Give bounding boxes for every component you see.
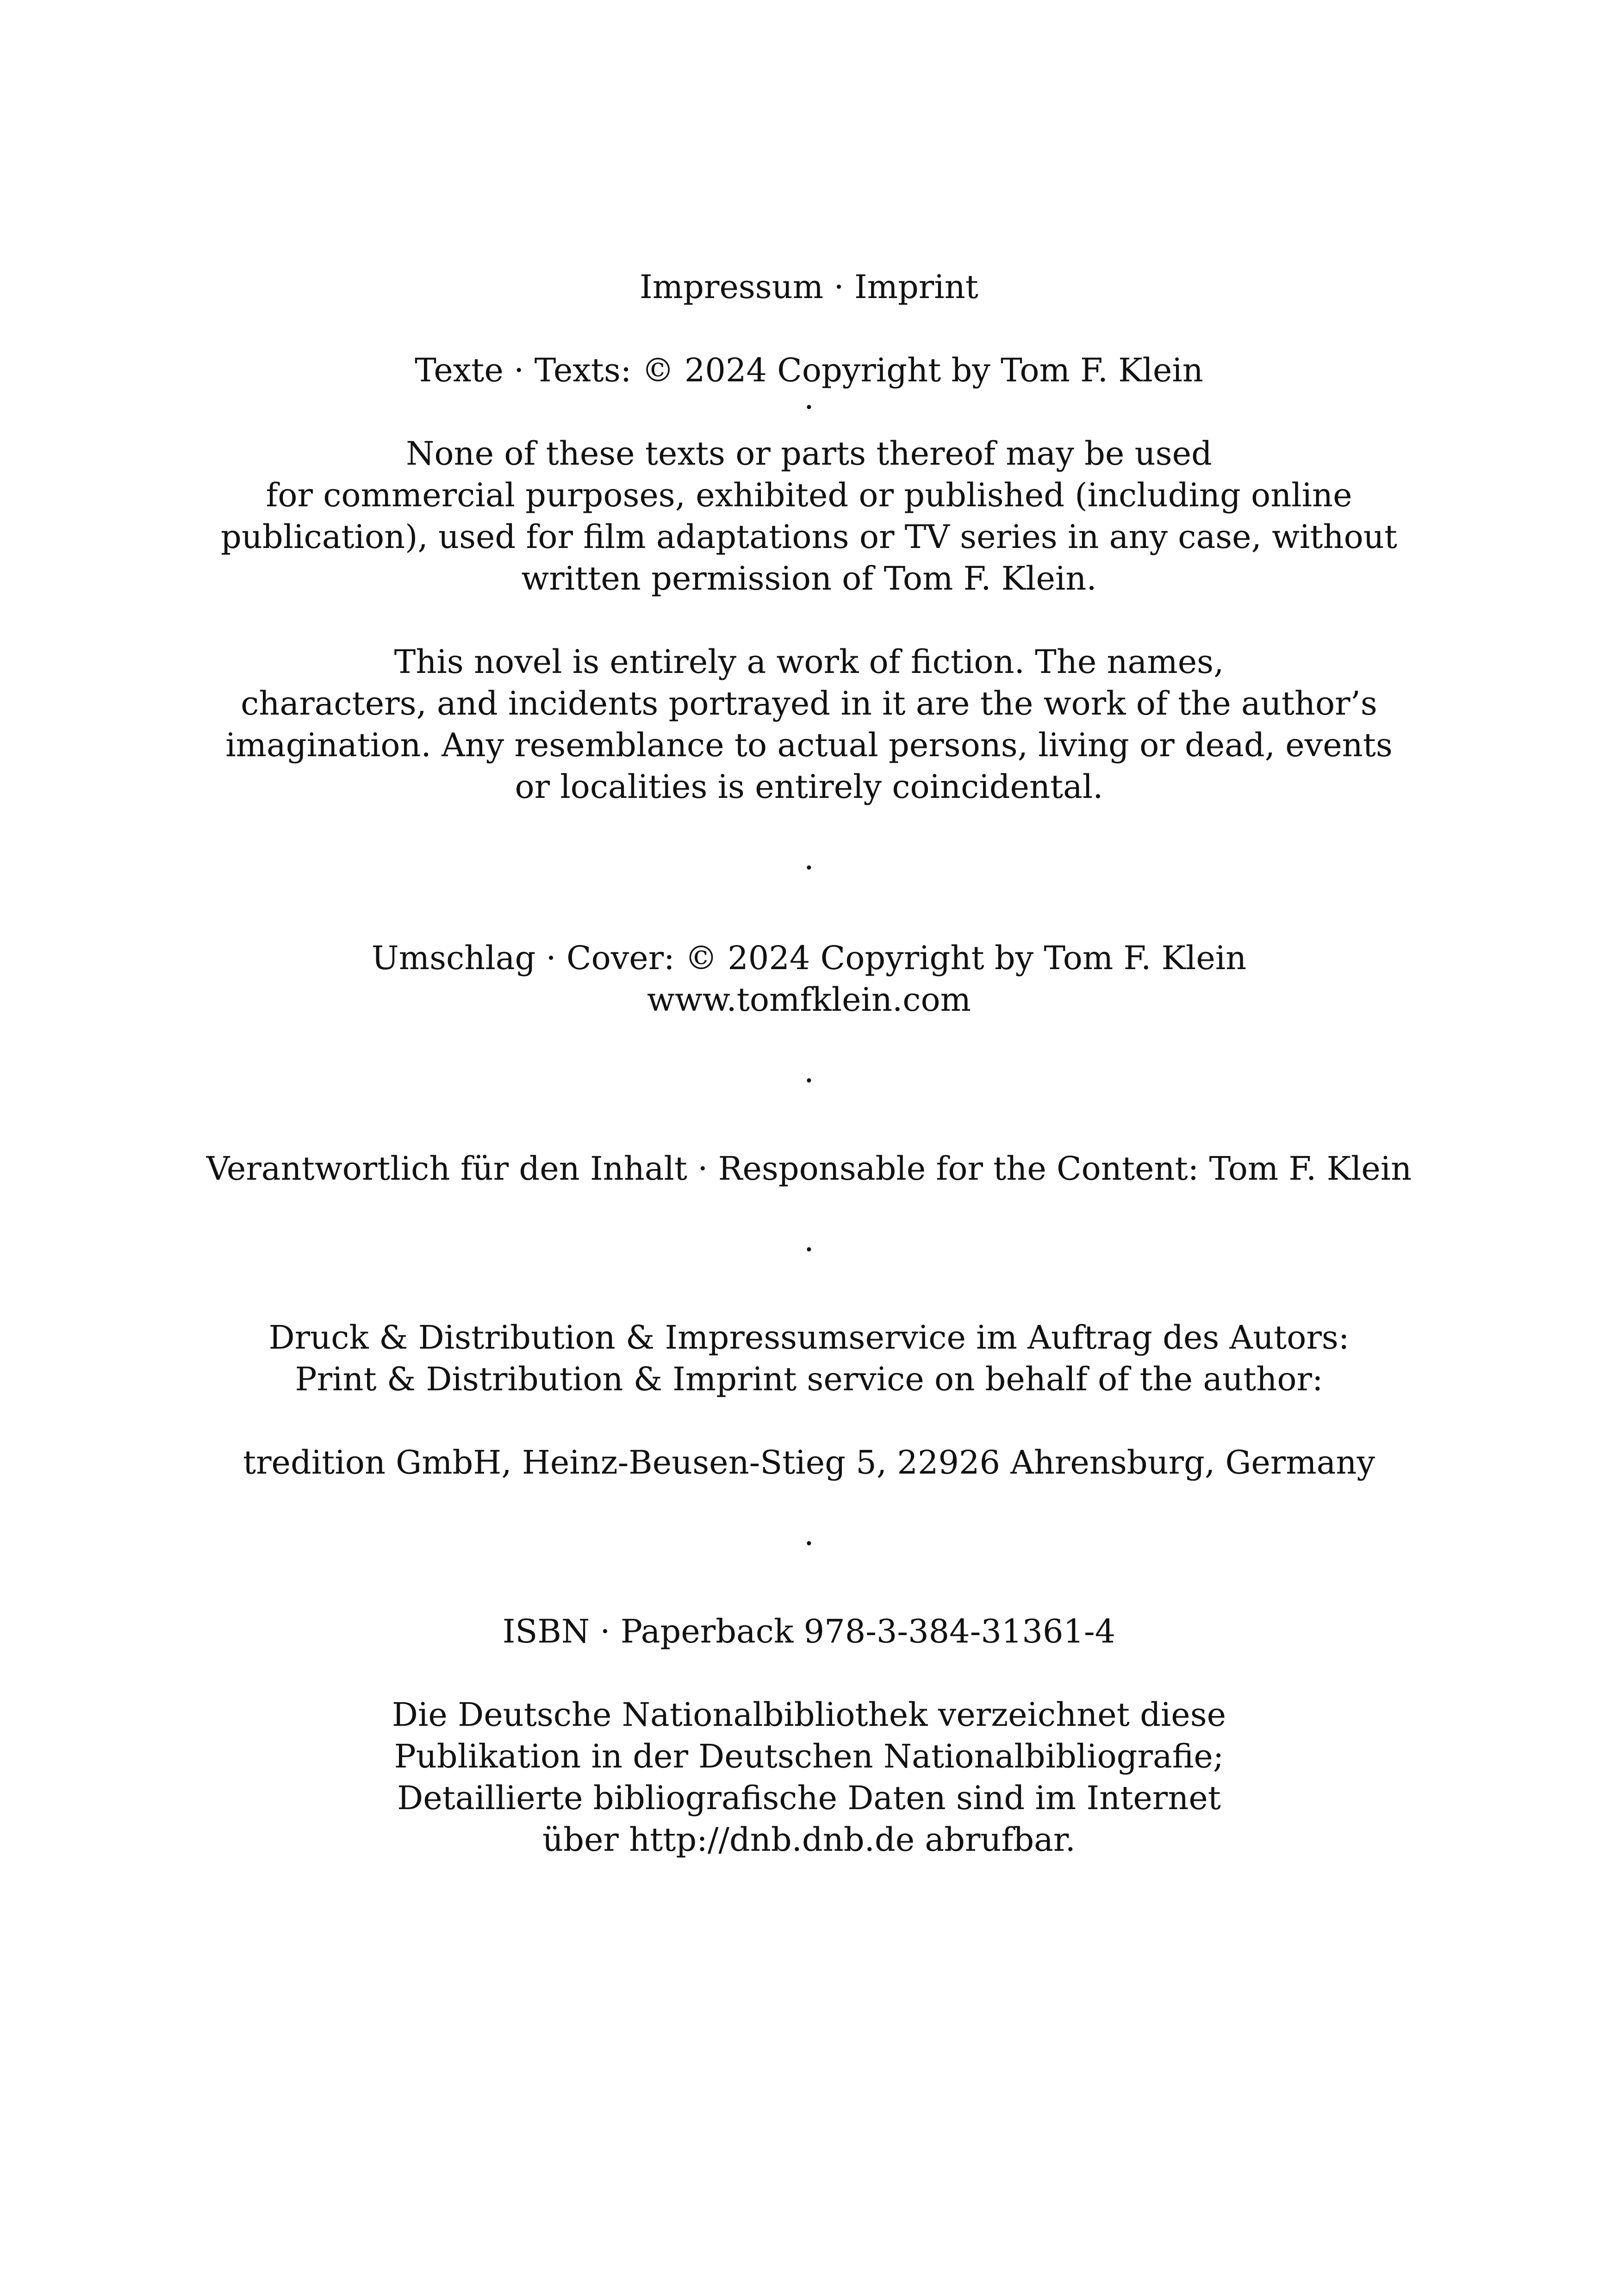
responsible-content: Verantwortlich für den Inhalt · Responsable for the Content: Tom F. Klein bbox=[206, 1150, 1412, 1188]
separator-dot-2: · bbox=[803, 849, 815, 887]
dnb-notice-line: über http://dnb.dnb.de abrufbar. bbox=[542, 1821, 1076, 1859]
separator-dot-5: · bbox=[803, 1524, 815, 1562]
publisher-address: tredition GmbH, Heinz-Beusen-Stieg 5, 22926 Ahrensburg, Germany bbox=[243, 1444, 1375, 1481]
usage-notice-line: written permission of Tom F. Klein. bbox=[521, 560, 1097, 597]
fiction-notice-line: This novel is entirely a work of fiction. The names, bbox=[394, 643, 1224, 681]
usage-notice-line: None of these texts or parts thereof may be used bbox=[406, 435, 1212, 473]
printing-line: Druck & Distribution & Impressumservice im Auftrag des Autors: bbox=[268, 1319, 1350, 1356]
dnb-notice-line: Die Deutsche Nationalbibliothek verzeichnet diese bbox=[392, 1696, 1226, 1734]
separator-dot-1: · bbox=[803, 388, 815, 426]
dnb-notice-line: Publikation in der Deutschen Nationalbibliografie; bbox=[394, 1737, 1224, 1775]
usage-notice-line: for commercial purposes, exhibited or published (including online bbox=[266, 476, 1352, 514]
imprint-title: Impressum · Imprint bbox=[640, 268, 978, 306]
fiction-notice-line: or localities is entirely coincidental. bbox=[515, 768, 1103, 806]
cover-copyright: Umschlag · Cover: © 2024 Copyright by Tom F. Klein bbox=[371, 939, 1247, 977]
website-link: www.tomfklein.com bbox=[647, 981, 971, 1019]
separator-dot-3: · bbox=[803, 1062, 815, 1100]
isbn-line: ISBN · Paperback 978-3-384-31361-4 bbox=[502, 1612, 1116, 1650]
fiction-notice-line: characters, and incidents portrayed in it are the work of the author’s bbox=[241, 684, 1377, 722]
separator-dot-4: · bbox=[803, 1231, 815, 1269]
fiction-notice-line: imagination. Any resemblance to actual persons, living or dead, events bbox=[225, 726, 1393, 764]
texts-copyright: Texte · Texts: © 2024 Copyright by Tom F. Klein bbox=[415, 351, 1203, 389]
dnb-notice-line: Detaillierte bibliografische Daten sind im Internet bbox=[397, 1779, 1221, 1817]
usage-notice-line: publication), used for film adaptations or TV series in any case, without bbox=[221, 518, 1397, 556]
printing-line: Print & Distribution & Imprint service on behalf of the author: bbox=[295, 1360, 1323, 1398]
